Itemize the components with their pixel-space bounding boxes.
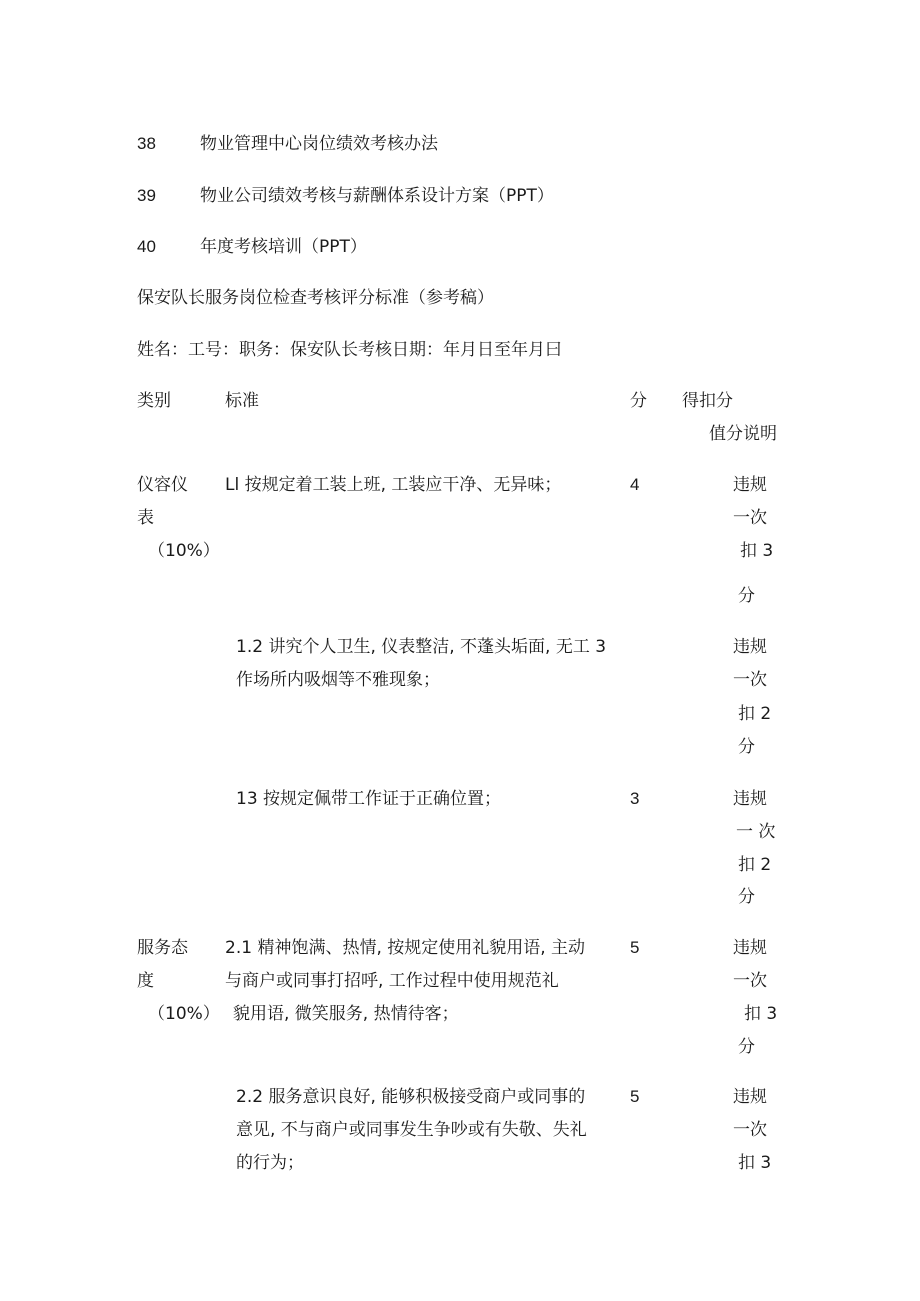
- header-deduct: 得扣分: [682, 391, 733, 411]
- list-item-text: 物业公司绩效考核与薪酬体系设计方案（PPT）: [200, 186, 554, 206]
- deduct-text: 扣 2: [738, 704, 772, 724]
- category-label: 度: [137, 971, 154, 991]
- deduct-text: 分: [738, 887, 755, 907]
- score-value: 3: [630, 789, 640, 808]
- deduct-text: 分: [738, 1037, 755, 1057]
- deduct-text: 一次: [733, 971, 767, 991]
- deduct-text: 一次: [733, 1120, 767, 1140]
- header-category: 类别: [137, 391, 171, 411]
- standard-text: 的行为；: [236, 1153, 304, 1173]
- category-label: 表: [137, 508, 154, 528]
- deduct-text: 违规: [733, 1087, 767, 1107]
- deduct-text: 违规: [733, 475, 767, 495]
- header-note: 值分说明: [709, 424, 777, 444]
- header-standard: 标准: [225, 391, 259, 411]
- standard-text: 1.2 讲究个人卫生, 仪表整洁, 不蓬头垢面, 无工 3: [236, 637, 607, 657]
- deduct-text: 扣 2: [738, 855, 772, 875]
- standard-text: 作场所内吸烟等不雅现象；: [236, 670, 440, 690]
- deduct-text: 分: [738, 737, 755, 757]
- deduct-text: 违规: [733, 637, 767, 657]
- standard-text: 貌用语, 微笑服务, 热情待客；: [233, 1004, 459, 1024]
- standard-text: 2.2 服务意识良好, 能够积极接受商户或同事的: [236, 1087, 586, 1107]
- deduct-text: 违规: [733, 938, 767, 958]
- deduct-text: 一次: [733, 670, 767, 690]
- list-number: 38: [137, 134, 156, 153]
- deduct-text: 扣 3: [740, 541, 774, 561]
- list-item-text: 物业管理中心岗位绩效考核办法: [200, 134, 438, 154]
- list-number: 40: [137, 237, 156, 256]
- category-label: 仪容仪: [137, 475, 188, 495]
- info-line: 姓名：工号：职务：保安队长考核日期：年月日至年月曰: [137, 340, 562, 360]
- standard-text: 与商户或同事打招呼, 工作过程中使用规范礼: [225, 971, 559, 991]
- score-value: 4: [630, 475, 640, 494]
- standard-text: 2.1 精神饱满、热情, 按规定使用礼貌用语, 主动: [225, 938, 586, 958]
- deduct-text: 分: [738, 586, 755, 606]
- category-percent: （10%）: [148, 1004, 220, 1024]
- deduct-text: 违规: [733, 789, 767, 809]
- standard-text: 意见, 不与商户或同事发生争吵或有失敬、失礼: [236, 1120, 587, 1140]
- list-number: 39: [137, 186, 156, 205]
- score-value: 5: [630, 1087, 640, 1106]
- header-score: 分: [630, 391, 647, 411]
- standard-text: 13 按规定佩带工作证于正确位置；: [236, 789, 502, 809]
- category-label: 服务态: [137, 938, 188, 958]
- deduct-text: 一 次: [736, 822, 776, 842]
- document-title: 保安队长服务岗位检查考核评分标准（参考稿）: [137, 288, 494, 308]
- score-value: 5: [630, 938, 640, 957]
- deduct-text: 一次: [733, 508, 767, 528]
- standard-text: Ll 按规定着工装上班, 工装应干净、无异味；: [225, 475, 562, 495]
- deduct-text: 扣 3: [738, 1153, 772, 1173]
- deduct-text: 扣 3: [744, 1004, 778, 1024]
- category-percent: （10%）: [148, 541, 220, 561]
- list-item-text: 年度考核培训（PPT）: [200, 237, 367, 257]
